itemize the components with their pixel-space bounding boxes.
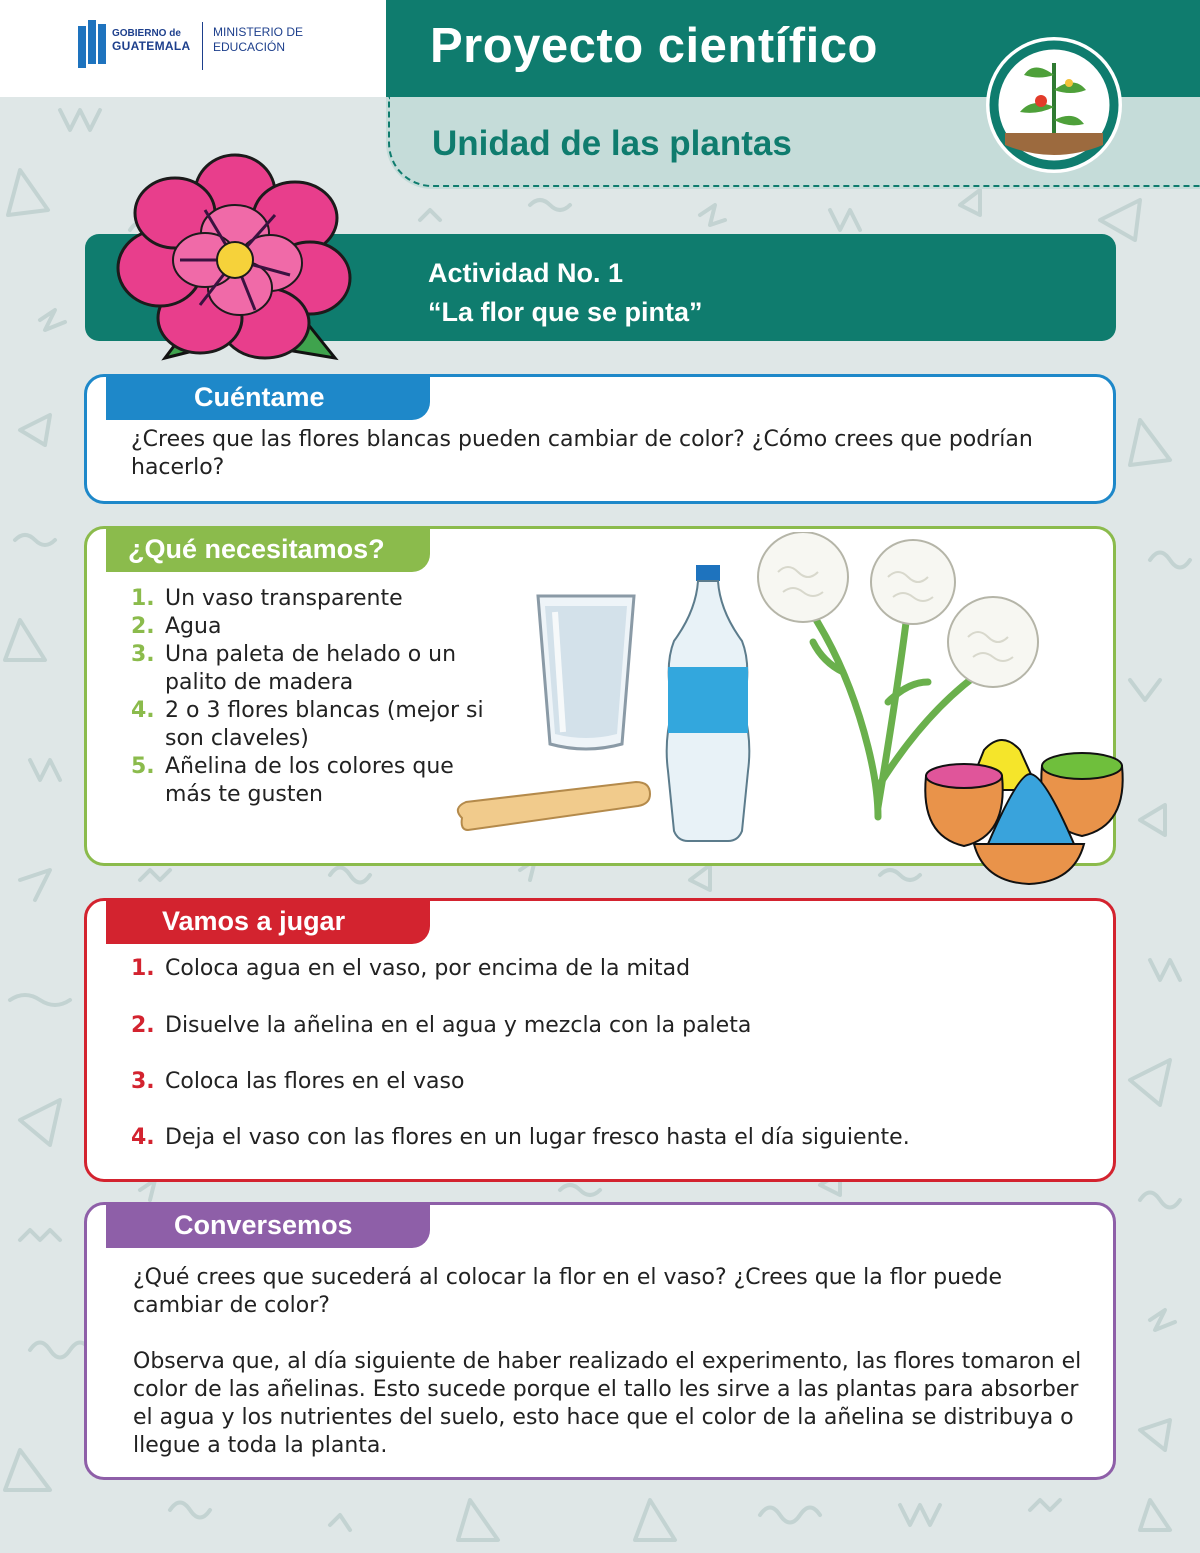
list-number: 1. (131, 586, 155, 611)
step-number: 4. (131, 1125, 155, 1150)
ministry-line2: EDUCACIÓN (213, 40, 286, 54)
list-text: Un vaso transparente (165, 586, 403, 611)
water-bottle-illustration (664, 565, 752, 847)
step-number: 1. (131, 956, 155, 981)
jugar-tab: Vamos a jugar (106, 898, 430, 944)
guatemala-flag-logo (78, 20, 106, 68)
materials-list (131, 585, 491, 809)
list-number: 5. (131, 754, 155, 779)
ministry-label (213, 25, 303, 55)
step-number: 3. (131, 1069, 155, 1094)
step-text: Coloca las flores en el vaso (165, 1069, 465, 1094)
cuentame-text: ¿Crees que las flores blancas pueden cambiar de color? ¿Cómo crees que podrían hacerlo? (131, 427, 1033, 480)
list-item (131, 641, 491, 697)
list-text: 2 o 3 flores blancas (mejor si son claveles) (165, 698, 484, 751)
step-item (131, 1124, 1101, 1152)
glass-illustration (535, 592, 637, 752)
plant-badge-icon (975, 35, 1133, 175)
conversemos-question: ¿Qué crees que sucederá al colocar la flor en el vaso? ¿Crees que la flor puede cambiar de color? (133, 1265, 1003, 1318)
logo-divider (202, 22, 203, 70)
conversemos-tab: Conversemos (106, 1202, 430, 1248)
list-number: 4. (131, 698, 155, 723)
logo-panel (0, 0, 386, 97)
step-number: 2. (131, 1013, 155, 1038)
list-number: 2. (131, 614, 155, 639)
conversemos-explanation: Observa que, al día siguiente de haber realizado el experimento, las flores tomaron el color de las añelinas. Esto sucede porque el tallo les sirve a las plantas para absorber el agua y los nutrientes del suelo, esto hace que el color de la añelina se distribuya o llegue a toda la planta. (133, 1349, 1082, 1458)
steps-list (131, 955, 1101, 1152)
step-item (131, 1012, 1101, 1068)
necesitamos-tab: ¿Qué necesitamos? (106, 526, 430, 572)
list-item (131, 613, 491, 641)
list-item (131, 585, 491, 613)
page-title: Proyecto científico (430, 19, 878, 73)
unit-subtitle: Unidad de las plantas (432, 124, 792, 163)
pink-flower-illustration (105, 148, 365, 370)
list-text: Añelina de los colores que más te gusten (165, 754, 454, 807)
step-item (131, 955, 1101, 1012)
dye-bowls-illustration (918, 726, 1134, 890)
list-text: Una paleta de helado o un palito de madera (165, 642, 457, 695)
step-item (131, 1068, 1101, 1124)
gov-line2: GUATEMALA (112, 39, 191, 53)
activity-number: Actividad No. 1 (428, 258, 624, 288)
activity-name: “La flor que se pinta” (428, 297, 703, 327)
list-item (131, 753, 491, 809)
popsicle-stick-illustration (448, 780, 654, 840)
list-number: 3. (131, 642, 155, 667)
ministry-line1: MINISTERIO DE (213, 25, 304, 39)
step-text: Disuelve la añelina en el agua y mezcla con la paleta (165, 1013, 752, 1038)
list-item (131, 697, 491, 753)
step-text: Coloca agua en el vaso, por encima de la mitad (165, 956, 691, 981)
gov-line1: GOBIERNO de (112, 28, 181, 39)
cuentame-tab: Cuéntame (106, 374, 430, 420)
step-text: Deja el vaso con las flores en un lugar fresco hasta el día siguiente. (165, 1125, 910, 1150)
list-text: Agua (165, 614, 222, 639)
activity-title (428, 254, 703, 332)
